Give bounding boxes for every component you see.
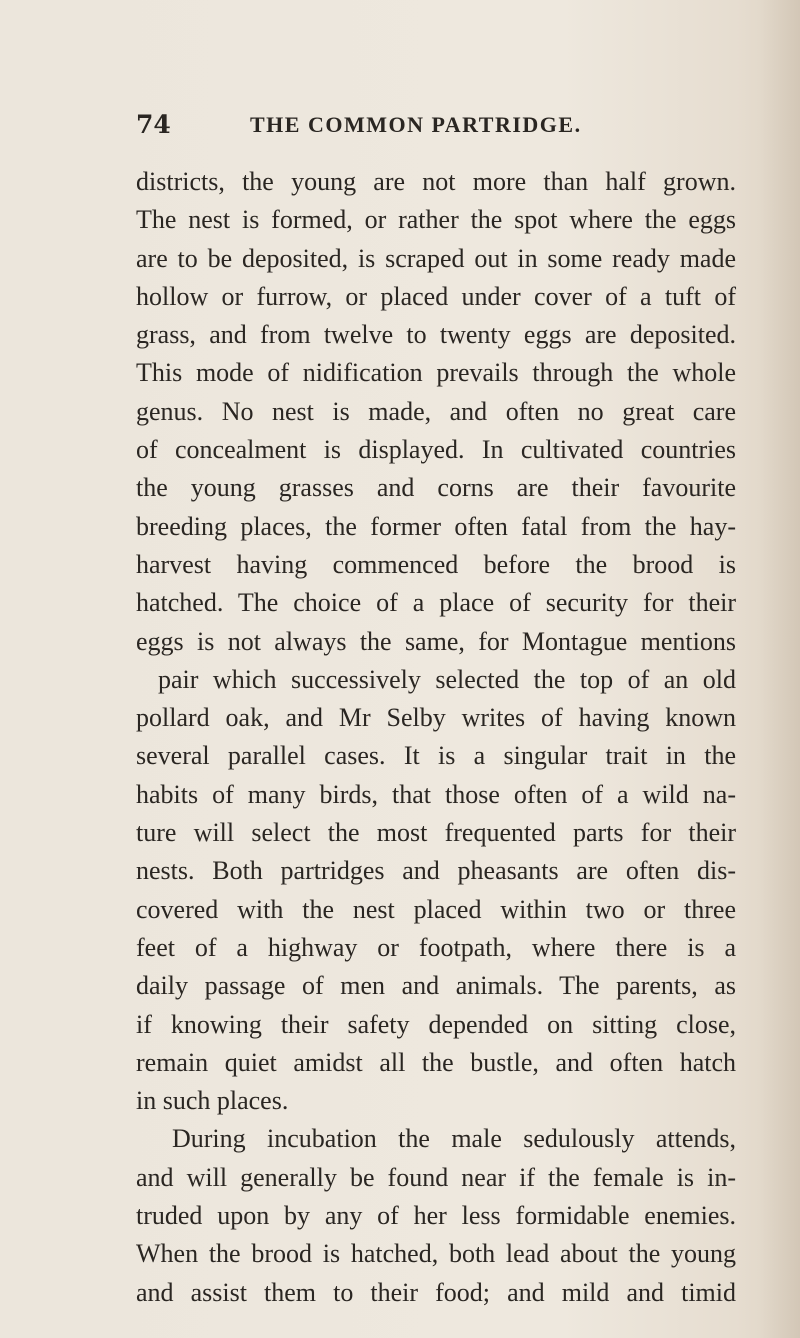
text-line: pair which successively selected the top of an old (158, 664, 736, 694)
text-line: hollow or furrow, or placed under cover of a tuft of (136, 281, 736, 311)
text-line: districts, the young are not more than half grown. (136, 167, 736, 196)
text-line: if knowing their safety depended on sitting close, (136, 1009, 736, 1039)
text-line: covered with the nest placed within two or three (136, 894, 736, 924)
text-line: During incubation the male sedulously attends, (172, 1124, 736, 1154)
text-line: nests. Both partridges and pheasants are often dis- (136, 856, 736, 886)
text-line: are to be deposited, is scraped out in some ready made (136, 243, 736, 273)
text-line: truded upon by any of her less formidable enemies. (136, 1201, 736, 1231)
text-line: of concealment is displayed. In cultivated countries (136, 435, 736, 465)
text-line: the young grasses and corns are their favourite (136, 473, 736, 503)
body-text (136, 163, 736, 1312)
text-line: in such places. (136, 1086, 289, 1116)
text-line: ture will select the most frequented parts for their (136, 818, 736, 848)
text-line: habits of many birds, that those often of a wild na- (136, 779, 736, 809)
text-line: and assist them to their food; and mild and timid (136, 1277, 736, 1307)
text-line: This mode of nidification prevails through the whole (136, 358, 736, 388)
text-line: grass, and from twelve to twenty eggs are deposited. (136, 320, 736, 350)
text-line: pollard oak, and Mr Selby writes of having known (136, 703, 736, 733)
page-header (136, 110, 736, 146)
text-line: hatched. The choice of a place of security for their (136, 588, 736, 618)
text-line: When the brood is hatched, both lead about the young (136, 1239, 736, 1269)
text-line: and will generally be found near if the female is in- (136, 1162, 736, 1192)
text-line: genus. No nest is made, and often no great care (136, 396, 736, 426)
text-line: daily passage of men and animals. The parents, as (136, 971, 736, 1001)
text-line: eggs is not always the same, for Montague mentions (136, 626, 736, 656)
running-title: THE COMMON PARTRIDGE. (250, 112, 582, 137)
text-line: several parallel cases. It is a singular trait in the (136, 741, 736, 771)
text-line: breeding places, the former often fatal from the hay- (136, 511, 736, 541)
page-number: 74 (136, 110, 171, 139)
text-line: The nest is formed, or rather the spot where the eggs (136, 205, 736, 235)
page-edge-shadow (760, 0, 800, 1338)
text-line: feet of a highway or footpath, where there is a (136, 932, 736, 962)
text-line: harvest having commenced before the brood is (136, 549, 736, 579)
text-line: remain quiet amidst all the bustle, and often hatch (136, 1047, 736, 1077)
